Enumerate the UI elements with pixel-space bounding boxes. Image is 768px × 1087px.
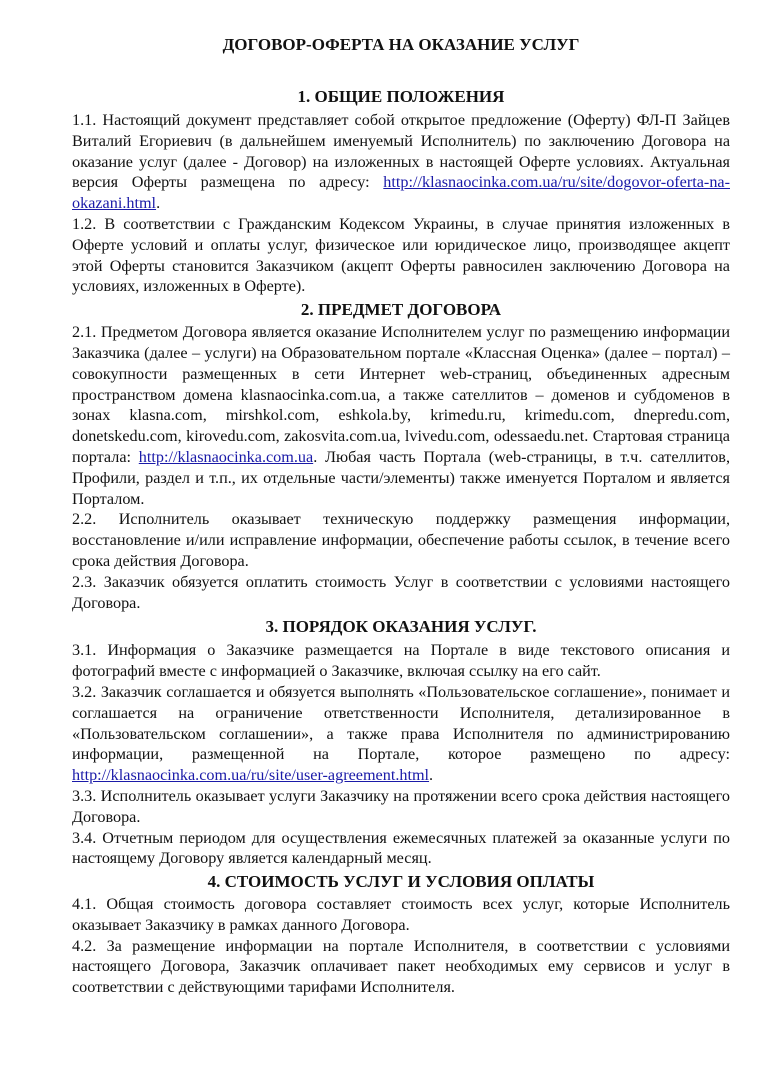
offer-link[interactable]: http://klasnaocinka.com.ua/ru/site/dogovor-oferta-na-okazani.html — [72, 173, 730, 213]
clause-1-1-text: 1.1. Настоящий документ представляет собой открытое предложение (Оферту) ФЛ-П Зайцев Виталий Егориевич (в дальнейшем именуемый Исполнитель) по заключению Договора на оказание услуг (далее - Договор) на изложенных в настоящей Оферте условиях. Актуальная версия Оферты размещена по адресу: — [72, 111, 730, 192]
section-heading-general: 1. ОБЩИЕ ПОЛОЖЕНИЯ — [297, 87, 505, 106]
clause-3-2-text: 3.2. Заказчик соглашается и обязуется выполнять «Пользовательское соглашение», понимает и соглашается на ограничение ответственности Исполнителя, детализированное в «Пользовательском соглашении», а также права Исполнителя по администрированию информации, размещенной на Портале, которое размещено по адресу: — [72, 682, 730, 764]
clause-3-2 — [72, 682, 730, 786]
clause-2-1 — [72, 322, 730, 509]
clause-3-3: 3.3. Исполнитель оказывает услуги Заказчику на протяжении всего срока действия настоящего Договора. — [72, 786, 730, 826]
document-title: ДОГОВОР-ОФЕРТА НА ОКАЗАНИЕ УСЛУГ — [222, 35, 580, 54]
clause-2-1-end: . Любая часть Портала (web-страницы, в т.ч. сателлитов, Профили, раздел и т.п., их отдельные части/элементы) также именуется Порталом и является Порталом. — [72, 447, 730, 508]
clause-2-3: 2.3. Заказчик обязуется оплатить стоимость Услуг в соответствии с условиями настоящего Договора. — [72, 572, 730, 612]
clause-3-1: 3.1. Информация о Заказчике размещается на Портале в виде текстового описания и фотографий вместе с информацией о Заказчике, включая ссылку на его сайт. — [72, 641, 730, 681]
clause-3-2-end: . — [429, 766, 434, 785]
portal-link[interactable]: http://klasnaocinka.com.ua — [138, 447, 314, 466]
clause-4-1: 4.1. Общая стоимость договора составляет стоимость всех услуг, которые Исполнитель оказывает Заказчику в рамках данного Договора. — [72, 895, 730, 934]
section-heading-subject: 2. ПРЕДМЕТ ДОГОВОРА — [300, 300, 502, 320]
section-heading-cost: 4. СТОИМОСТЬ УСЛУГ И УСЛОВИЯ ОПЛАТЫ — [207, 872, 595, 892]
clause-4-2: 4.2. За размещение информации на портале Исполнителя, в соответствии с условиями настоящего Договора, Заказчик оплачивает пакет необходимых ему сервисов и услуг в соответствии с действующими тарифами Исполнителя. — [72, 936, 730, 997]
section-heading-procedure: 3. ПОРЯДОК ОКАЗАНИЯ УСЛУГ. — [265, 617, 537, 637]
clause-1-1-end: . — [156, 194, 161, 213]
user-agreement-link[interactable]: http://klasnaocinka.com.ua/ru/site/user-agreement.html — [72, 766, 430, 785]
clause-1-1 — [72, 110, 730, 214]
clause-2-2: 2.2. Исполнитель оказывает техническую поддержку размещения информации, восстановление и/или исправление информации, обеспечение работы ссылок, в течение всего срока действия Договора. — [72, 510, 730, 570]
clause-3-4: 3.4. Отчетным периодом для осуществления ежемесячных платежей за оказанные услуги по настоящему Договору является календарный месяц. — [72, 828, 730, 868]
clause-2-1-text: 2.1. Предметом Договора является оказание Исполнителем услуг по размещению информации Заказчика (далее – услуги) на Образовательном портале «Классная Оценка» (далее – портал) – совокупности размещенных в сети Интернет web-страниц, объединенных адресным пространством домена klasnaocinka.com.ua, а также сателлитов – доменов и субдоменов в зонах klasna.com, mirshkol.com, eshkola.by, krimedu.ru, krimedu.com, dnepredu.com, donetskedu.com, kirovedu.com, zakosvita.com.ua, lvivedu.com, odessaedu.net. Стартовая страница портала: — [72, 323, 730, 466]
document-page — [72, 34, 730, 998]
clause-1-2: 1.2. В соответствии с Гражданским Кодексом Украины, в случае принятия изложенных в Оферте условий и оплаты услуг, физическое или юридическое лицо, производящее акцепт этой Оферты становится Заказчиком (акцепт Оферты равносилен заключению Договора на условиях, изложенных в Оферте). — [72, 214, 730, 296]
